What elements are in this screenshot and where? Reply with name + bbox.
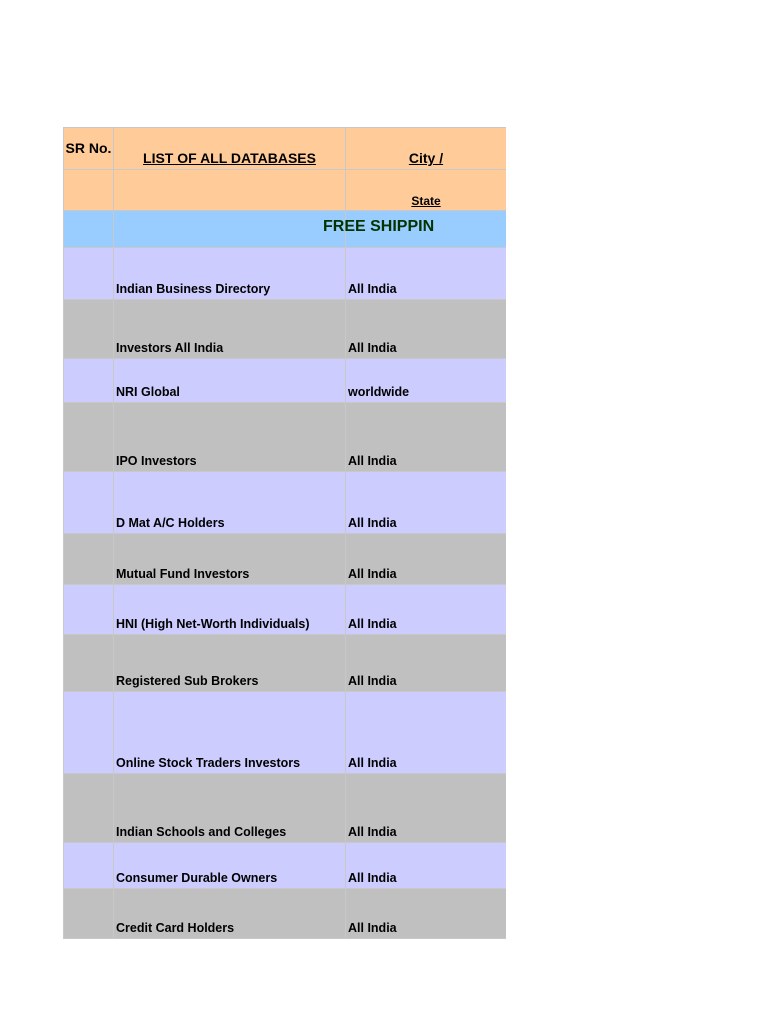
table-row [64, 843, 507, 889]
sr-no-cell [64, 774, 114, 843]
database-name-cell: D Mat A/C Holders [114, 472, 346, 534]
city-state-cell: All India [346, 403, 507, 472]
table-row [64, 774, 507, 843]
sr-no-cell [64, 692, 114, 774]
database-name-cell: IPO Investors [114, 403, 346, 472]
city-state-cell: All India [346, 248, 507, 300]
table-row [64, 635, 507, 692]
sr-no-cell [64, 534, 114, 585]
header-empty-cell [114, 170, 346, 211]
banner-cell [114, 211, 346, 248]
table-row [64, 359, 507, 403]
table-row [64, 472, 507, 534]
database-name-cell: Credit Card Holders [114, 889, 346, 939]
city-state-cell: All India [346, 635, 507, 692]
table-row [64, 403, 507, 472]
sr-no-cell [64, 585, 114, 635]
sr-no-cell [64, 635, 114, 692]
city-state-cell: All India [346, 843, 507, 889]
city-state-cell: All India [346, 585, 507, 635]
database-name-cell: Indian Schools and Colleges [114, 774, 346, 843]
database-name-cell: Consumer Durable Owners [114, 843, 346, 889]
sr-no-header: SR No. [64, 128, 114, 170]
sr-no-cell [64, 359, 114, 403]
header-row [64, 128, 507, 170]
city-state-cell: worldwide [346, 359, 507, 403]
database-name-cell: HNI (High Net-Worth Individuals) [114, 585, 346, 635]
free-shipping-banner: FREE SHIPPIN [323, 218, 435, 235]
table-row [64, 300, 507, 359]
city-header: City / [346, 128, 507, 170]
city-state-cell: All India [346, 889, 507, 939]
sr-no-cell [64, 889, 114, 939]
table-row [64, 585, 507, 635]
database-name-cell: Mutual Fund Investors [114, 534, 346, 585]
city-state-cell: All India [346, 774, 507, 843]
list-title-header: LIST OF ALL DATABASES [114, 128, 346, 170]
state-header: State [346, 170, 507, 211]
sr-no-cell [64, 403, 114, 472]
city-state-cell: All India [346, 300, 507, 359]
sr-no-cell [64, 248, 114, 300]
database-name-cell: Indian Business Directory [114, 248, 346, 300]
sr-no-cell [64, 472, 114, 534]
table-row [64, 534, 507, 585]
city-state-cell: All India [346, 472, 507, 534]
banner-row [64, 211, 507, 248]
city-state-cell: All India [346, 692, 507, 774]
header-empty-cell [64, 170, 114, 211]
banner-cell [64, 211, 114, 248]
database-table [63, 127, 506, 939]
sr-no-cell [64, 300, 114, 359]
database-name-cell: Investors All India [114, 300, 346, 359]
database-name-cell: NRI Global [114, 359, 346, 403]
sr-no-cell [64, 843, 114, 889]
table-row [64, 692, 507, 774]
table-row [64, 248, 507, 300]
table-body [64, 128, 507, 939]
city-state-cell: All India [346, 534, 507, 585]
database-table-sheet [63, 127, 506, 939]
database-name-cell: Online Stock Traders Investors [114, 692, 346, 774]
database-name-cell: Registered Sub Brokers [114, 635, 346, 692]
table-row [64, 889, 507, 939]
header-row-2 [64, 170, 507, 211]
